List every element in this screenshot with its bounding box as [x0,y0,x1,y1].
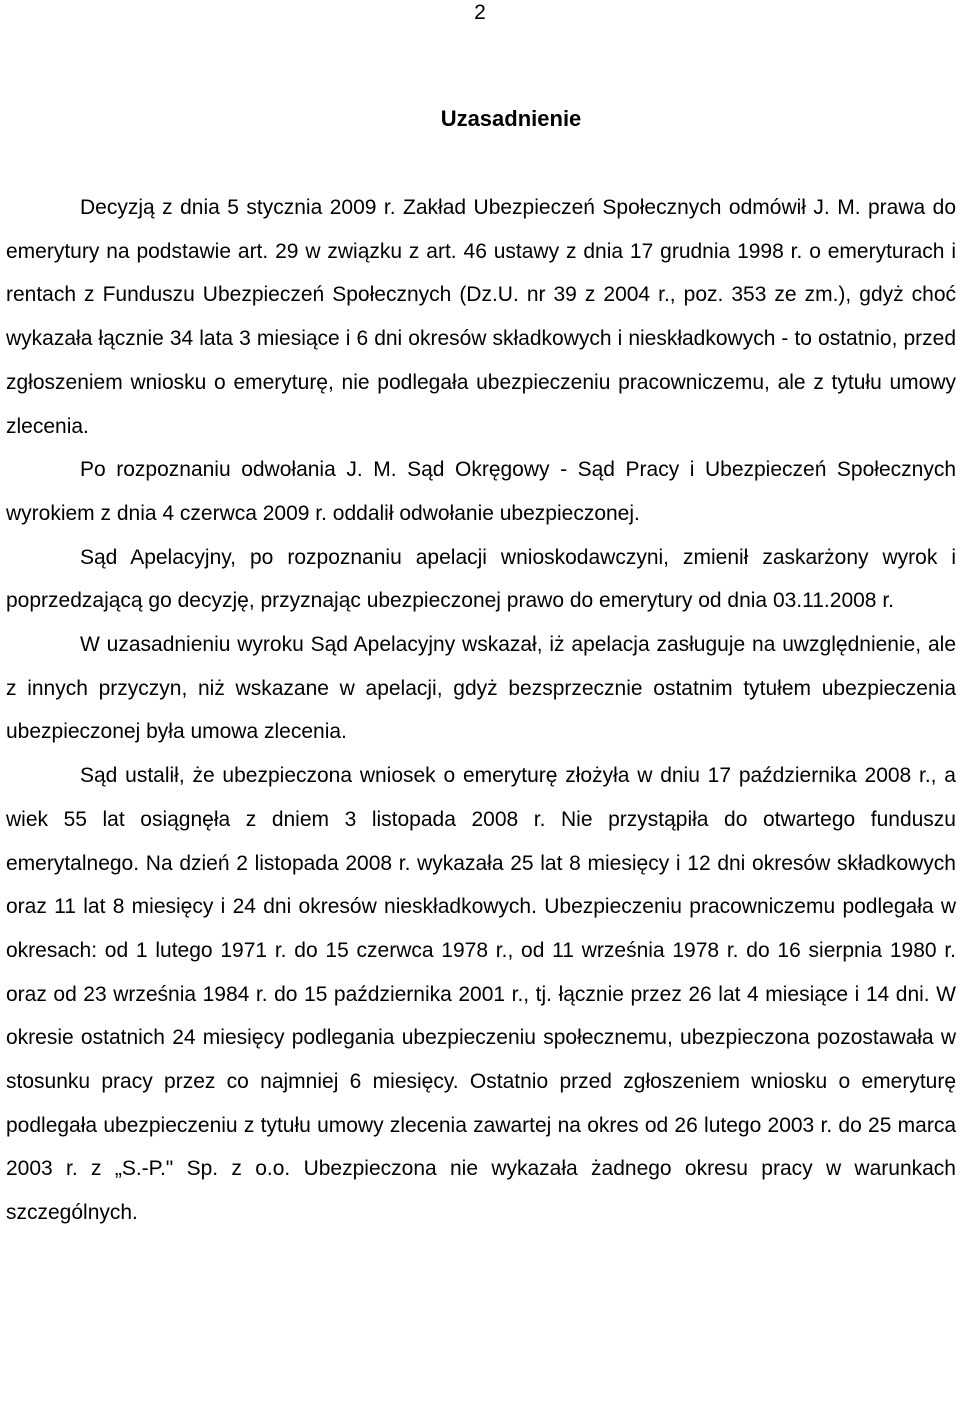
paragraph-justification: W uzasadnieniu wyroku Sąd Apelacyjny wskazał, iż apelacja zasługuje na uwzględnienie, ale z innych przyczyn, niż wskazane w apelacji, gdyż bezsprzecznie ostatnim tytułem ubezpieczenia ubezpieczonej była umowa zlecenia. [6,633,956,744]
paragraph-appellate-court: Sąd Apelacyjny, po rozpoznaniu apelacji wnioskodawczyni, zmienił zaskarżony wyrok i poprzedzającą go decyzję, przyznając ubezpieczonej prawo do emerytury od dnia 03.11.2008 r. [6,545,956,613]
document-title: Uzasadnienie [440,106,582,131]
paragraph-regional-court: Po rozpoznaniu odwołania J. M. Sąd Okręgowy - Sąd Pracy i Ubezpieczeń Społecznych wyrokiem z dnia 4 czerwca 2009 r. oddalił odwołanie ubezpieczonej. [6,458,956,525]
paragraph-decision: Decyzją z dnia 5 stycznia 2009 r. Zakład Ubezpieczeń Społecznych odmówił J. M. prawa do emerytury na podstawie art. 29 w związku z art. 46 ustawy z dnia 17 grudnia 1998 r. o emeryturach i rentach z Funduszu Ubezpieczeń Społecznych (Dz.U. nr 39 z 2004 r., poz. 353 ze zm.), gdyż choć wykazała łącznie 34 lata 3 miesiące i 6 dni okresów składkowych i nieskładkowych - to ostatnio, przed zgłoszeniem wniosku o emeryturę, nie podlegała ubezpieczeniu pracowniczemu, ale z tytułu umowy zlecenia. [6,196,956,438]
paragraph-findings: Sąd ustalił, że ubezpieczona wniosek o emeryturę złożyła w dniu 17 października 2008 r., a wiek 55 lat osiągnęła z dniem 3 listopada 2008 r. Nie przystąpiła do otwartego funduszu emerytalnego. Na dzień 2 listopada 2008 r. wykazała 25 lat 8 miesięcy i 12 dni okresów składkowych oraz 11 lat 8 miesięcy i 24 dni okresów nieskładkowych. Ubezpieczeniu pracowniczemu podlegała w okresach: od 1 lutego 1971 r. do 15 czerwca 1978 r., od 11 września 1978 r. do 16 sierpnia 1980 r. oraz od 23 września 1984 r. do 15 października 2001 r., tj. łącznie przez 26 lat 4 miesiące i 14 dni. W okresie ostatnich 24 miesięcy podlegania ubezpieczeniu społecznemu, ubezpieczona pozostawała w stosunku pracy przez co najmniej 6 miesięcy. Ostatnio przed zgłoszeniem wniosku o emeryturę podlegała ubezpieczeniu z tytułu umowy zlecenia zawartej na okres od 26 lutego 2003 r. do 25 marca 2003 r. z „S.-P." Sp. z o.o. Ubezpieczona nie wykazała żadnego okresu pracy w warunkach szczególnych. [6,764,956,1225]
document-body [6,186,956,1235]
page-number: 2 [474,1,486,24]
